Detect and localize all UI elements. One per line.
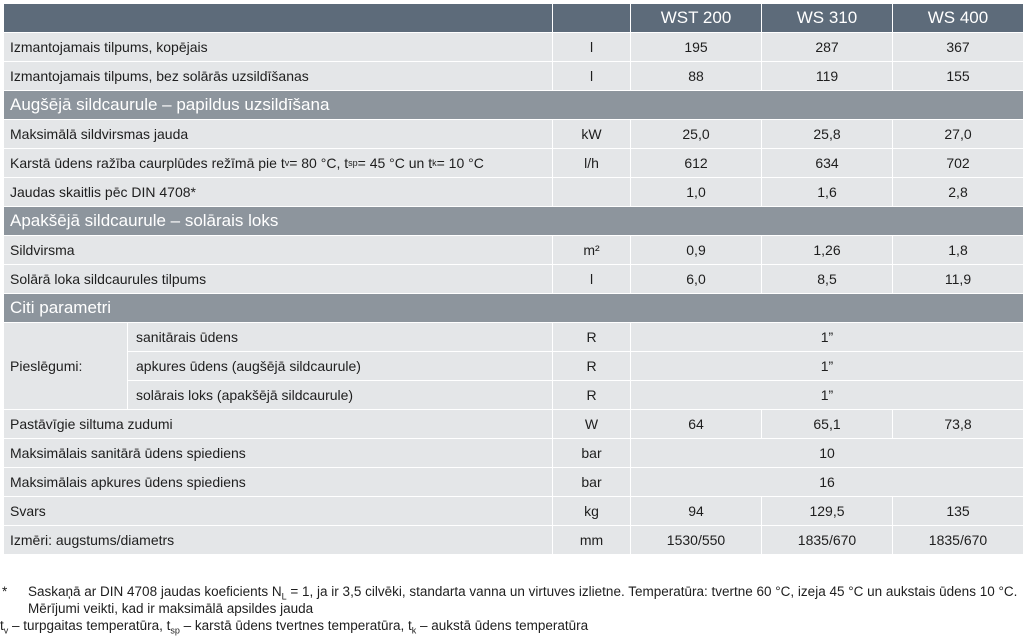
row-unit: kW: [553, 120, 631, 149]
row-value: 88: [631, 62, 762, 91]
row-label: Karstā ūdens ražība caurplūdes režīmā pie t v = 80 °C, t sp = 45 °C un t k = 10 °C: [4, 149, 553, 178]
table-row: [4, 62, 1024, 91]
row-label: Izmantojamais tilpums, kopējais: [4, 33, 553, 62]
row-label: Svars: [4, 497, 553, 526]
row-label: solārais loks (apakšējā sildcaurule): [128, 381, 553, 410]
row-label: Solārā loka sildcaurules tilpums: [4, 265, 553, 294]
row-label: apkures ūdens (augšējā sildcaurule): [128, 352, 553, 381]
row-unit: mm: [553, 526, 631, 555]
footnote-part: t: [0, 618, 4, 633]
row-value: 119: [762, 62, 893, 91]
row-value: 1835/670: [762, 526, 893, 555]
row-value: 1,6: [762, 178, 893, 207]
row-value: 25,8: [762, 120, 893, 149]
table-row: [4, 178, 1024, 207]
footnote-2: [0, 617, 1020, 634]
row-label: Maksimālā sildvirsmas jauda: [4, 120, 553, 149]
row-unit: m²: [553, 236, 631, 265]
section-title: Apakšējā sildcaurule – solārais loks: [4, 207, 1024, 236]
row-value: 1835/670: [893, 526, 1024, 555]
table-header: [4, 4, 1024, 33]
row-label-part: Karstā ūdens ražība caurplūdes režīmā pie t: [10, 155, 285, 171]
header-col-wst200: WST 200: [631, 4, 762, 33]
footnote-text: [0, 617, 588, 634]
footnote-1: [0, 583, 1020, 617]
header-unit-blank: [553, 4, 631, 33]
row-label: Izmantojamais tilpums, bez solārās uzsildīšanas: [4, 62, 553, 91]
table-row: [4, 33, 1024, 62]
row-value: 16: [631, 468, 1024, 497]
table-row: [4, 439, 1024, 468]
header-col-ws400: WS 400: [893, 4, 1024, 33]
row-label: Izmēri: augstums/diametrs: [4, 526, 553, 555]
row-label-part: = 10 °C: [436, 155, 484, 171]
footnote-part: = 1, ja ir 3,5 cilvēki, standarta vanna un virtuves izlietne. Temperatūra: tvertne 60 °C, izeja 45 °C un aukstais ūdens 10 °C. Mērījumi veikti, kad ir maksimālā apsildes jauda: [28, 584, 1018, 616]
row-unit: kg: [553, 497, 631, 526]
row-label: Maksimālais apkures ūdens spiediens: [4, 468, 553, 497]
row-value: 2,8: [893, 178, 1024, 207]
row-unit: R: [553, 352, 631, 381]
footnote-text: [28, 583, 1020, 617]
footnote-sub: L: [281, 591, 287, 602]
row-label: Jaudas skaitlis pēc DIN 4708*: [4, 178, 553, 207]
footnote-part: Saskaņā ar DIN 4708 jaudas koeficients N: [28, 584, 282, 599]
row-value: 73,8: [893, 410, 1024, 439]
row-value: 367: [893, 33, 1024, 62]
row-value: 0,9: [631, 236, 762, 265]
row-value: 1”: [631, 381, 1024, 410]
connections-label: Pieslēgumi:: [4, 323, 128, 410]
row-value: 129,5: [762, 497, 893, 526]
row-value: 94: [631, 497, 762, 526]
table-row: [4, 410, 1024, 439]
row-value: 195: [631, 33, 762, 62]
row-unit: bar: [553, 439, 631, 468]
row-unit: l: [553, 265, 631, 294]
table-row: [4, 526, 1024, 555]
header-blank: [4, 4, 553, 33]
row-label: sanitārais ūdens: [128, 323, 553, 352]
row-label-part: = 80 °C, t: [289, 155, 349, 171]
footnote-part: – karstā ūdens tvertnes temperatūra, t: [179, 618, 412, 633]
row-unit: W: [553, 410, 631, 439]
section-heading: [4, 294, 1024, 323]
footnotes: [0, 583, 1020, 634]
row-unit: R: [553, 381, 631, 410]
row-label-part: = 45 °C un t: [357, 155, 433, 171]
connections-group: [4, 323, 1024, 410]
row-value: 8,5: [762, 265, 893, 294]
section-title: Citi parametri: [4, 294, 1024, 323]
header-col-ws310: WS 310: [762, 4, 893, 33]
row-value: 135: [893, 497, 1024, 526]
footnote-sub: k: [411, 625, 417, 636]
row-value: 634: [762, 149, 893, 178]
row-value: 11,9: [893, 265, 1024, 294]
row-unit: bar: [553, 468, 631, 497]
row-unit: l: [553, 33, 631, 62]
row-value: 1”: [631, 352, 1024, 381]
row-unit: [553, 178, 631, 207]
table-row: [4, 265, 1024, 294]
section-heading: [4, 207, 1024, 236]
row-value: 702: [893, 149, 1024, 178]
row-value: 64: [631, 410, 762, 439]
table-row: [128, 323, 1024, 352]
footnote-sub: v: [3, 625, 9, 636]
row-value: 6,0: [631, 265, 762, 294]
row-label: Pastāvīgie siltuma zudumi: [4, 410, 553, 439]
footnote-sub: sp: [170, 625, 180, 636]
row-unit: R: [553, 323, 631, 352]
table-row: [4, 236, 1024, 265]
table-row: [128, 381, 1024, 410]
row-unit: l/h: [553, 149, 631, 178]
row-unit: l: [553, 62, 631, 91]
row-value: 1,0: [631, 178, 762, 207]
row-label: Maksimālais sanitārā ūdens spiediens: [4, 439, 553, 468]
table-row: [4, 468, 1024, 497]
table-row: [4, 120, 1024, 149]
table-row: [4, 149, 1024, 178]
row-value: 155: [893, 62, 1024, 91]
row-value: 65,1: [762, 410, 893, 439]
footnote-part: – turpgaitas temperatūra, t: [8, 618, 171, 633]
specs-table: [4, 4, 1024, 555]
section-title: Augšējā sildcaurule – papildus uzsildīšana: [4, 91, 1024, 120]
section-heading: [4, 91, 1024, 120]
table-row: [128, 352, 1024, 381]
row-value: 1,26: [762, 236, 893, 265]
footnote-part: – aukstā ūdens temperatūra: [416, 618, 589, 633]
row-value: 10: [631, 439, 1024, 468]
row-label: Sildvirsma: [4, 236, 553, 265]
footnote-marker: *: [2, 584, 8, 599]
row-value: 25,0: [631, 120, 762, 149]
row-value: 27,0: [893, 120, 1024, 149]
row-value: 287: [762, 33, 893, 62]
row-value: 1”: [631, 323, 1024, 352]
table-row: [4, 497, 1024, 526]
row-value: 1530/550: [631, 526, 762, 555]
row-value: 612: [631, 149, 762, 178]
row-value: 1,8: [893, 236, 1024, 265]
